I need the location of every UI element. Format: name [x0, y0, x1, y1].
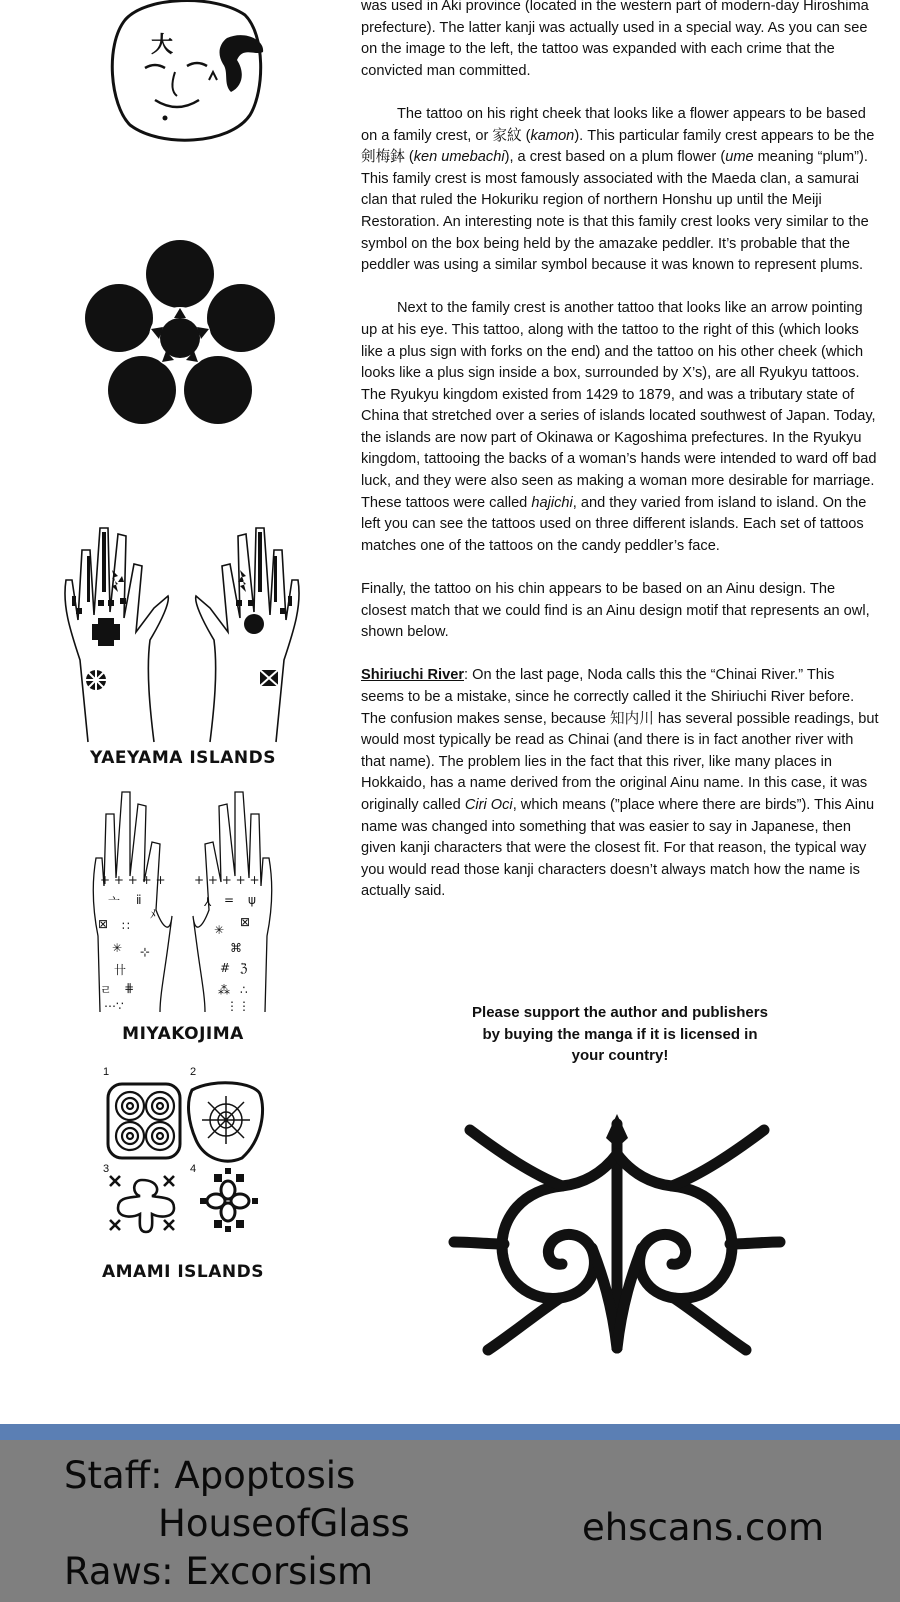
svg-text:⊠: ⊠ [240, 915, 251, 929]
tattooed-face-illustration [105, 0, 275, 148]
amami-number-4: 4 [190, 1163, 197, 1175]
paragraph-shiriuchi-river: Shiriuchi River: On the last page, Noda calls this the “Chinai River.” This seems to be a mistake, since he correctly called it the Shiriuchi River before. The confusion makes sense, because 知内川 has several possible readings, but would most typically be read as Chinai (and there is in fact another river with that name). The problem lies in the fact that this river, like many places in Hokkaido, has a name derived from the original Ainu name. In this case, it was originally called Ciri Oci, which means (”place where there are birds”). This Ainu name was changed into something that was easier to say in Japanese, then given kanji characters that were the closest fit. For that reason, the typical way you would read those kanji characters doesn’t always match how the name is actually said. [361, 667, 879, 900]
svg-text:卄: 卄 [114, 963, 127, 977]
credits-footer [0, 1424, 900, 1602]
miyakojima-hands-illustration [90, 786, 275, 1014]
amami-number-3: 3 [103, 1163, 110, 1175]
svg-text:⌘: ⌘ [230, 941, 242, 955]
footer-accent-bar [0, 1424, 900, 1440]
svg-text:⅄: ⅄ [204, 895, 212, 909]
svg-text:⁂: ⁂ [218, 983, 230, 997]
amami-label: AMAMI ISLANDS [101, 1262, 265, 1282]
illustrations-column [0, 0, 352, 1420]
shiriuchi-river-heading: Shiriuchi River [361, 667, 464, 684]
amami-number-2: 2 [190, 1066, 197, 1078]
svg-text:+ + + + +: + + + + + [194, 873, 260, 887]
staff-credit-second: HouseofGlass [158, 1502, 410, 1545]
paragraph-ryukyu-tattoos: Next to the family crest is another tattoo that looks like an arrow pointing up at his eye. This tattoo, along with the tattoo to the right of this (which looks like a plus sign with forks on the end) and the tattoo on his other cheek (which looks like a plus sign inside a box, surrounded by X’s), are all Ryukyu tattoos. The Ryukyu kingdom existed from 1429 to 1879, and was a tributary state of China that stretched over a series of islands located southwest of Japan. Today, the islands are now part of Okinawa or Kagoshima prefectures. In the Ryukyu kingdom, tattooing the backs of a woman’s hands were intended to ward off bad luck, and they were also seen as making a woman more desirable for marriage. These tattoos were called hajichi, and they varied from island to island. On the left you can see the tattoos used on three different islands. Each set of tattoos matches one of the tattoos on the candy peddler’s face. [361, 300, 877, 554]
svg-text:✳: ✳ [112, 941, 123, 955]
svg-text:+ + + + +: + + + + + [100, 873, 166, 887]
svg-text:ℨ: ℨ [240, 961, 248, 975]
svg-text:⋯∵: ⋯∵ [104, 999, 124, 1013]
paragraph-ainu-design: Finally, the tattoo on his chin appears to be based on an Ainu design. The closest match that we could find is an Ainu design motif that represents an owl, shown below. [361, 581, 870, 641]
svg-text:ⅱ: ⅱ [136, 893, 142, 907]
amami-tattoo-designs [104, 1080, 274, 1250]
svg-text:#: # [220, 961, 231, 975]
paragraph-punishment-tattoo: was used in Aki province (located in the western part of modern-day Hiroshima prefecture). The latter kanji was actually used in a special way. As you can see on the image to the left, the tattoo was expanded with each crime that the convicted man committed. [361, 0, 869, 79]
ken-umebachi-crest [80, 238, 280, 438]
face-kanji-tattoo: 大 [151, 33, 174, 58]
svg-text:⋮⋮: ⋮⋮ [226, 999, 250, 1013]
amami-number-1: 1 [103, 1066, 110, 1078]
svg-text:=: = [224, 893, 235, 907]
svg-text:⊠: ⊠ [98, 917, 109, 931]
yaeyama-label: YAEYAMA ISLANDS [90, 748, 276, 768]
svg-text:∴: ∴ [240, 983, 248, 997]
raws-credit: Raws: Excorsism [64, 1550, 374, 1593]
svg-text:ㄹ: ㄹ [100, 983, 112, 997]
paragraph-family-crest: The tattoo on his right cheek that looks like a flower appears to be based on a family crest, or 家紋 (kamon). This particular family crest appears to be the 剣梅鉢 (ken umebachi), a crest based on a plum flower (ume meaning “plum”). This family crest is most famously associated with the Maeda clan, a samurai clan that ruled the Hokuriku region of northern Honshu up until the Meiji Restoration. An interesting note is that this family crest looks very similar to the symbol on the box being held by the amazake peddler. It’s probable that the peddler was using a similar symbol because it was known to represent plums. [361, 105, 875, 274]
site-link[interactable]: ehscans.com [582, 1506, 825, 1549]
yaeyama-hands-illustration [58, 520, 308, 745]
ainu-owl-motif [452, 1114, 782, 1364]
svg-text:⋕: ⋕ [124, 981, 135, 995]
svg-text:ψ: ψ [248, 893, 256, 907]
article-text [361, 0, 881, 925]
svg-text:∷: ∷ [122, 919, 130, 933]
miyakojima-label: MIYAKOJIMA [122, 1024, 244, 1044]
svg-text:亠: 亠 [108, 895, 121, 909]
staff-credit: Staff: Apoptosis [64, 1454, 356, 1497]
svg-text:⊹: ⊹ [140, 945, 151, 959]
support-notice: Please support the author and publishers by buying the manga if it is licensed in your country! [472, 1004, 768, 1065]
svg-text:✳: ✳ [214, 923, 225, 937]
svg-text:ﾒ: ﾒ [150, 907, 157, 921]
